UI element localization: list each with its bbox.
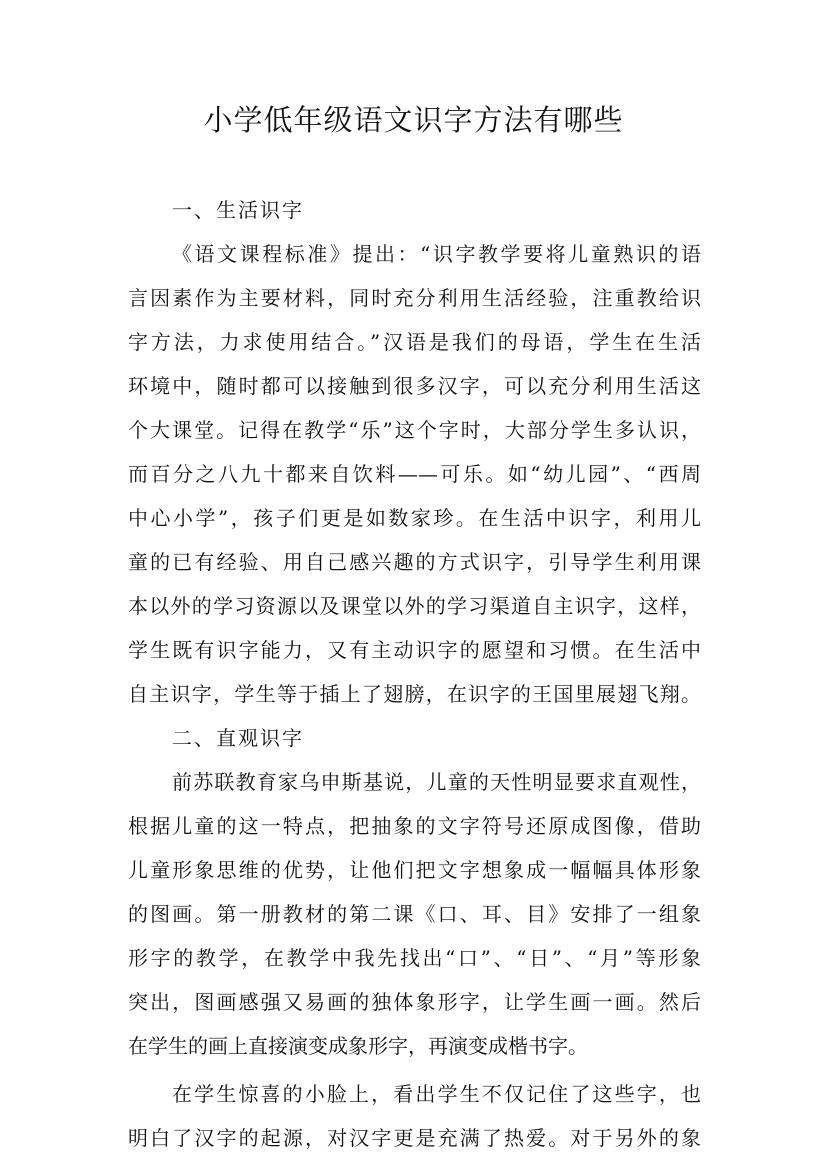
text-line: 前苏联教育家乌申斯基说，儿童的天性明显要求直观性， (172, 770, 701, 794)
text-line: 在学生的画上直接演变成象形字，再演变成楷书字。 (128, 1034, 588, 1058)
text-line: 环境中，随时都可以接触到很多汉字，可以充分利用生活这 (128, 374, 701, 398)
text-line: 自主识字，学生等于插上了翅膀，在识字的王国里展翅飞翔。 (128, 682, 701, 706)
text-line: 的图画。第一册教材的第二课《口、耳、目》安排了一组象 (128, 902, 701, 926)
section-heading-2: 二、直观识字 (172, 726, 304, 750)
text-line: 在学生惊喜的小脸上，看出学生不仅记住了这些字，也 (172, 1082, 701, 1106)
text-line: 本以外的学习资源以及课堂以外的学习渠道自主识字，这样， (128, 594, 701, 618)
text-line: 突出，图画感强又易画的独体象形字，让学生画一画。然后 (128, 990, 701, 1014)
text-line: 中心小学”，孩子们更是如数家珍。在生活中识字，利用儿 (128, 506, 701, 530)
text-line: 根据儿童的这一特点，把抽象的文字符号还原成图像，借助 (128, 814, 701, 838)
text-line: 言因素作为主要材料，同时充分利用生活经验，注重教给识 (128, 286, 701, 310)
text-line: 形字的教学，在教学中我先找出“口”、“日”、“月”等形象 (128, 946, 701, 970)
text-line: 字方法，力求使用结合。”汉语是我们的母语，学生在生活 (128, 330, 701, 354)
text-line: 儿童形象思维的优势，让他们把文字想象成一幅幅具体形象 (128, 858, 701, 882)
paragraph (128, 760, 701, 1068)
paragraph (128, 232, 701, 716)
document-title: 小学低年级语文识字方法有哪些 (203, 103, 624, 137)
text-line: 童的已有经验、用自己感兴趣的方式识字，引导学生利用课 (128, 550, 701, 574)
text-line: 学生既有识字能力，又有主动识字的愿望和习惯。在生活中 (128, 638, 701, 662)
text-line: 《语文课程标准》提出：“识字教学要将儿童熟识的语 (172, 242, 701, 266)
section-heading-1: 一、生活识字 (172, 198, 304, 222)
text-line: 而百分之八九十都来自饮料——可乐。如“幼儿园”、“西周 (128, 462, 701, 486)
text-line: 个大课堂。记得在教学“乐”这个字时，大部分学生多认识， (128, 418, 701, 442)
text-line: 明白了汉字的起源，对汉字更是充满了热爱。对于另外的象 (128, 1126, 701, 1150)
paragraph (128, 1072, 701, 1160)
document-body (128, 188, 701, 1160)
